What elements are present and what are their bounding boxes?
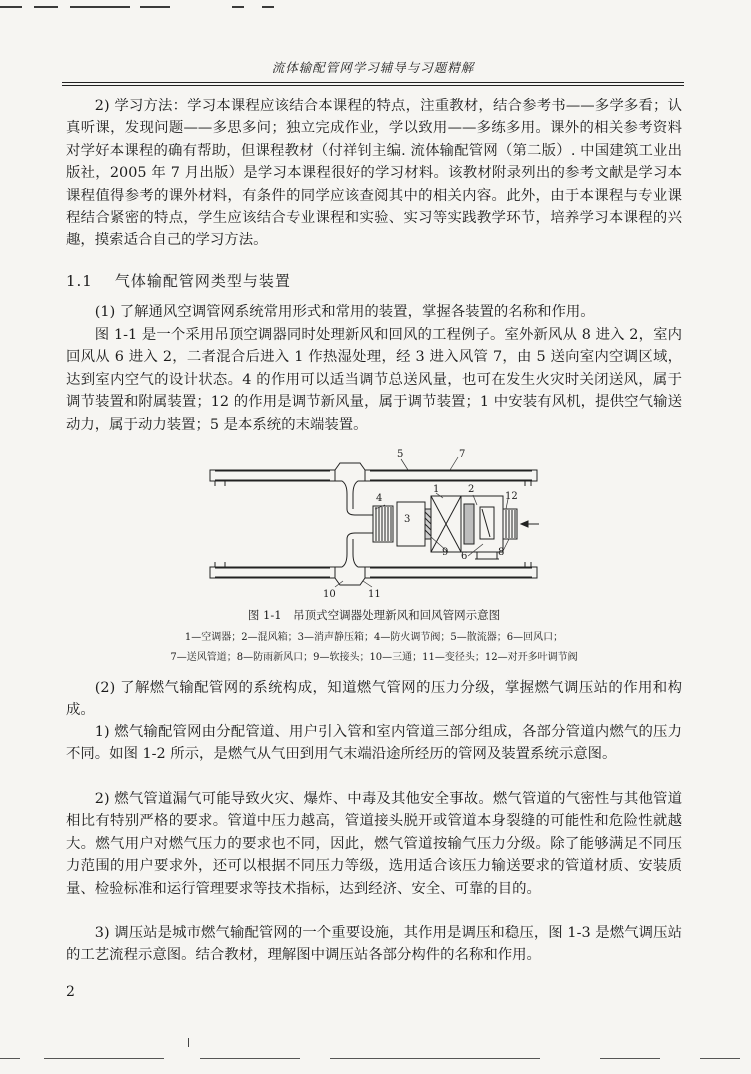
air-handler-1 xyxy=(431,496,461,552)
scan-tick-mark xyxy=(188,1038,189,1047)
label-2: 2 xyxy=(468,484,475,495)
section-number: 1.1 xyxy=(66,272,93,290)
soft-joint-9 xyxy=(425,509,431,539)
label-4: 4 xyxy=(376,493,383,504)
paragraph-gas-network-composition: 1) 燃气输配管网由分配管道、用户引入管和室内管道三部分组成，各部分管道内燃气的压力不同。如图 1-2 所示，是燃气从气田到用气末端沿途所经历的管网及装置系统示意图。 xyxy=(66,724,682,763)
fresh-air-arrow xyxy=(521,521,539,527)
figure-legend-line-2: 7—送风管道；8—防雨新风口；9—软接头；10—三通；11—变径头；12—对开多叶调节阀 xyxy=(170,652,578,663)
label-3: 3 xyxy=(404,514,411,525)
label-10: 10 xyxy=(323,589,336,600)
header-rule-thick xyxy=(62,82,684,83)
paragraph-learning-method: 2) 学习方法：学习本课程应该结合本课程的特点，注重教材，结合参考书——多学多看；认真听课，发现问题——多思多问；独立完成作业，学以致用——多练多用。课外的相关参考资料对学好本课程的确有帮助，但课程教材（付祥钊主编. 流体输配管网（第二版）. 中国建筑工业出版社，2005 年 7 月出版）是学习本课程很好的学习材料。该教材附录列出的参考文献是学习本课程值得参考的课外材料，有条件的同学应该查阅其中的相关内容。此外，由于本课程与专业课程结合紧密的特点，学生应该结合专业课程和实验、实习等实践教学环节，培养学习本课程的兴趣，摸索适合自己的学习方法。 xyxy=(66,98,682,249)
return-inlet-6 xyxy=(475,552,499,559)
label-6: 6 xyxy=(461,551,468,562)
section-heading xyxy=(66,270,291,291)
label-8: 8 xyxy=(498,547,505,558)
figure-1-1-diagram xyxy=(205,449,545,609)
label-12: 12 xyxy=(505,491,518,502)
figure-legend-line-1: 1—空调器；2—混风箱；3—消声静压箱；4—防火调节阀；5—散流器；6—回风口； xyxy=(184,632,564,643)
paragraph-gas-pressure-levels: 2) 燃气管道漏气可能导致火灾、爆炸、中毒及其他安全事故。燃气管道的气密性与其他管道相比有特别严格的要求。管道中压力越高，管道接头脱开或管道本身裂缝的可能性和危险性就越大。燃气用户对燃气压力的要求也不同，因此，燃气管道按输气压力分级。除了能够满足不同压力范围的用户要求外，还可以根据不同压力等级，选用适合该压力输送要求的管道材质、安装质量、检验标准和运行管理要求等技术指标，达到经济、安全、可靠的目的。 xyxy=(66,791,682,897)
paragraph-regulator-station: 3) 调压站是城市燃气输配管网的一个重要设施，其作用是调压和稳压，图 1-3 是燃气调压站的工艺流程示意图。结合教材，理解图中调压站各部分构件的名称和作用。 xyxy=(66,925,682,964)
paragraph-hvac-intro: (1) 了解通风空调管网系统常用形式和常用的装置，掌握各装置的名称和作用。 xyxy=(94,304,595,320)
plenum-box-3 xyxy=(397,502,425,546)
running-header: 流体输配管网学习辅导与习题精解 xyxy=(271,60,475,75)
figure-caption: 图 1-1 吊顶式空调器处理新风和回风管网示意图 xyxy=(247,608,501,622)
bottom-scan-marks xyxy=(0,1058,751,1062)
label-1: 1 xyxy=(433,484,440,495)
label-11: 11 xyxy=(368,589,381,600)
damper-12-and-inlet-8 xyxy=(503,509,517,539)
header-rule-thin xyxy=(62,85,684,86)
paragraph-gas-network-intro: (2) 了解燃气输配管网的系统构成，知道燃气管网的压力分级，掌握燃气调压站的作用和构成。 xyxy=(66,680,682,719)
fire-damper-4 xyxy=(373,506,393,542)
supply-duct-lower xyxy=(210,562,537,578)
page-number: 2 xyxy=(66,984,75,1000)
label-9: 9 xyxy=(442,547,449,558)
paragraph-figure-explanation: 图 1-1 是一个采用吊顶空调器同时处理新风和回风的工程例子。室外新风从 8 进入 2，室内回风从 6 进入 2，二者混合后进入 1 作热湿处理，经 3 进入风管 7，由 5 送向室内空调区域，达到室内空气的设计状态。4 的作用可以适当调节总送风量，也可在发生火灾时关闭送风，属于调节装置和附属装置；12 的作用是调节新风量，属于调节装置；1 中安装有风机，提供空气输送动力，属于动力装置；5 是本系统的末端装置。 xyxy=(66,327,682,433)
mixing-box-2 xyxy=(461,496,503,552)
label-5: 5 xyxy=(397,449,404,460)
section-title: 气体输配管网类型与装置 xyxy=(114,272,291,290)
supply-duct-upper xyxy=(210,470,537,486)
top-scan-marks xyxy=(0,6,751,10)
label-7: 7 xyxy=(459,449,466,460)
